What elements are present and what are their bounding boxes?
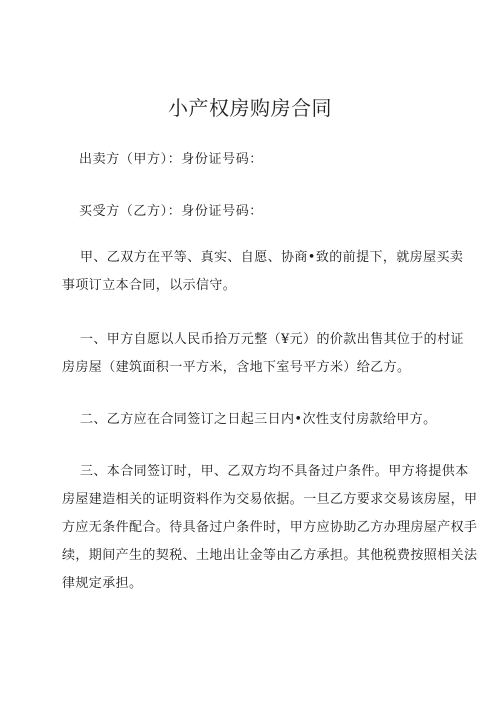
clause-1-line-1: 一、甲方自愿以人民币拾万元整（¥元）的价款出售其位于的村证: [80, 332, 464, 347]
clause-3-line-1: 三、本合同签订时，甲、乙双方均不具备过户条件。甲方将提供本: [80, 464, 469, 479]
seller-line: 出卖方（甲方）：身份证号码：: [79, 152, 263, 167]
buyer-line: 买受方（乙方）：身份证号码：: [79, 204, 263, 219]
clause-3-line-2: 房屋建造相关的证明资料作为交易依据。一旦乙方要求交易该房屋，甲: [62, 492, 478, 507]
intro-line-1: 甲、乙双方在平等、真实、自愿、协商•致的前提下，就房屋买卖: [80, 250, 464, 265]
document-title: 小产权房购房合同: [168, 96, 332, 120]
intro-paragraph: [62, 244, 464, 300]
clause-1-line-2: 房房屋（建筑面积一平方米，含地下室号平方米）给乙方。: [62, 360, 411, 375]
clause-3-line-5: 律规定承担。: [62, 576, 143, 591]
intro-line-2: 事项订立本合同，以示信守。: [62, 278, 237, 293]
clause-3-line-4: 续，期间产生的契税、土地出让金等由乙方承担。其他税费按照相关法: [62, 548, 478, 563]
clause-1-paragraph: [62, 326, 464, 382]
clause-2-line-1: 二、乙方应在合同签订之日起三日内•次性支付房款给甲方。: [80, 412, 437, 427]
clause-2-paragraph: [62, 406, 438, 434]
clause-3-line-3: 方应无条件配合。待具备过户条件时，甲方应协助乙方办理房屋产权手: [62, 520, 478, 535]
clause-3-paragraph: [62, 458, 478, 598]
